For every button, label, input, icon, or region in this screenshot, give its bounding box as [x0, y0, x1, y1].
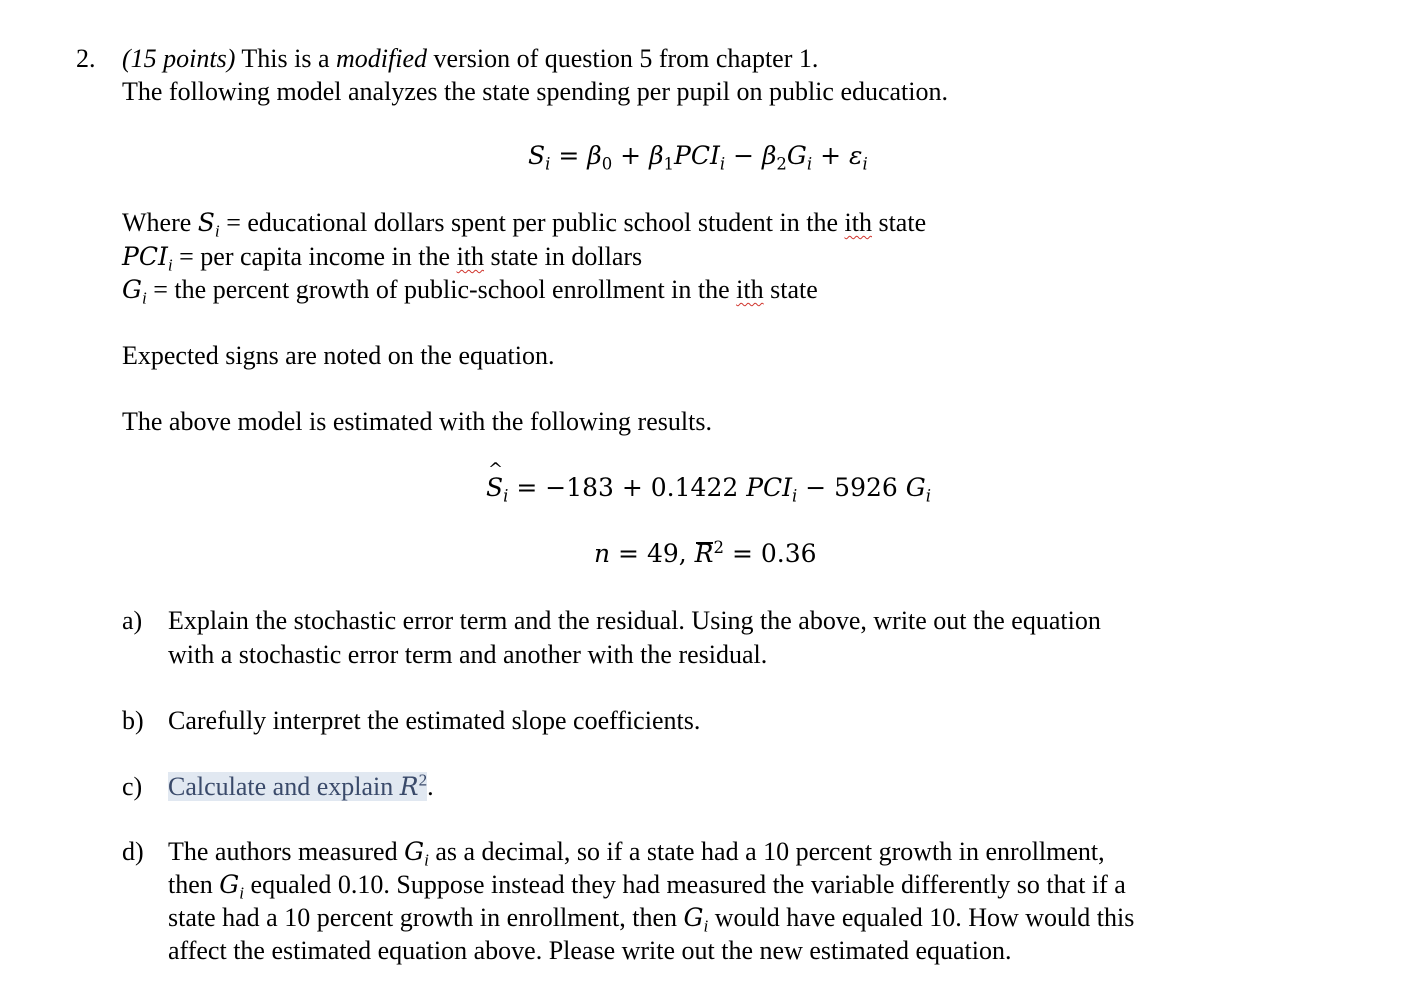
points-label: (15 points): [122, 44, 236, 73]
expected-signs-note: Expected signs are noted on the equation.: [122, 341, 555, 370]
part-d-line1: The authors measured $G_i$ as a decimal, so if a state had a 10 percent growth in enrollment,: [168, 837, 1105, 870]
ith-word: ith: [844, 208, 872, 237]
definition-g: $G_i$ = the percent growth of public-school enrollment in the ith state: [122, 275, 818, 308]
part-a-line1: Explain the stochastic error term and the residual. Using the above, write out the equation: [168, 606, 1101, 635]
estimated-intro: The above model is estimated with the following results.: [122, 407, 712, 436]
question-intro: (15 points) This is a modified version of question 5 from chapter 1.: [122, 44, 819, 73]
part-d-line2: then $G_i$ equaled 0.10. Suppose instead they had measured the variable differently so that if a: [168, 870, 1126, 903]
part-d-label: d): [122, 837, 144, 866]
part-c-text[interactable]: Calculate and explain $R^2$.: [168, 770, 434, 801]
part-d-line4: affect the estimated equation above. Please write out the new estimated equation.: [168, 936, 1012, 965]
question-description: The following model analyzes the state spending per pupil on public education.: [122, 77, 949, 106]
part-b-label: b): [122, 706, 144, 735]
question-number: 2.: [76, 44, 96, 73]
selected-text-highlight[interactable]: Calculate and explain $R^2$: [168, 770, 428, 801]
part-a-line2: with a stochastic error term and another with the residual.: [168, 640, 768, 669]
model-equation: $S_i = \beta_0 + \beta_1PCI_i - \beta_2G_i + \varepsilon_i$: [528, 141, 868, 174]
definition-s: Where $S_i$ = educational dollars spent per public school student in the ith state: [122, 208, 927, 241]
part-d-line3: state had a 10 percent growth in enrollment, then $G_i$ would have equaled 10. How would this: [168, 903, 1135, 936]
fit-statistics: n = 49, $R^2 = 0.36$: [594, 537, 817, 568]
modified-word: modified: [336, 44, 428, 73]
part-a-label: a): [122, 606, 143, 635]
part-c-label: c): [122, 772, 143, 801]
definition-pci: $PCI_i$ = per capita income in the ith state in dollars: [122, 242, 643, 275]
estimated-equation: ^ $S_i = -183 + 0.1422$ $PCI_i - 5926$ $G_i$: [486, 474, 931, 503]
part-b-text: Carefully interpret the estimated slope coefficients.: [168, 706, 701, 735]
